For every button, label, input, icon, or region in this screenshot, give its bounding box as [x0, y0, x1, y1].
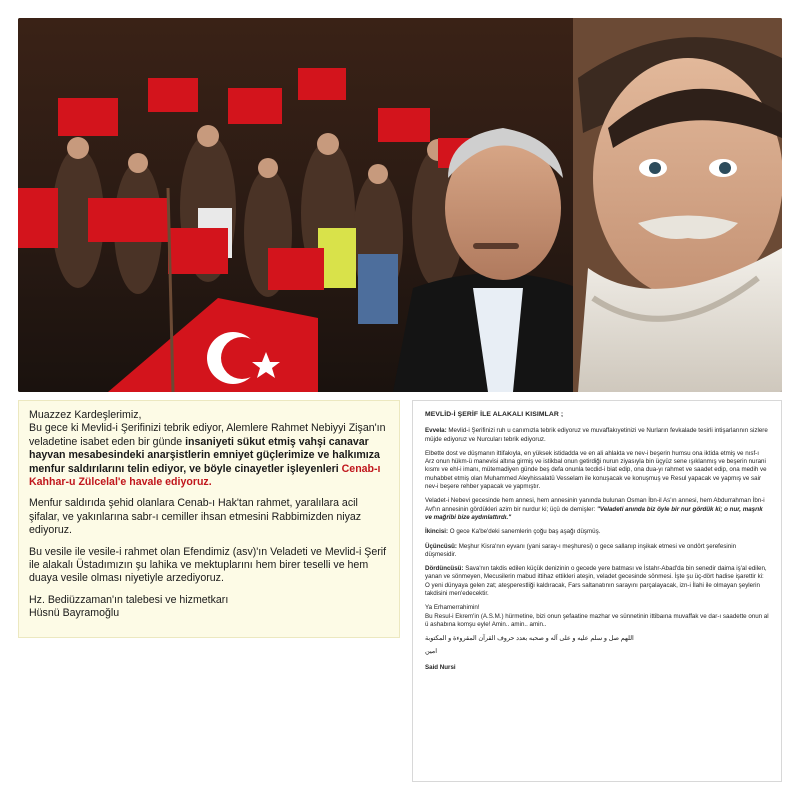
evvela-text: Mevlid-i Şerifinizi ruh u canımızla tebrik ediyoruz ve muvaffakıyetinizi ve Nurların fevkalade tesirli intişarlarının sizlere müjde ediyoruz ve Nurcuları tebrik ediyoruz.	[425, 427, 768, 443]
paragraph-ucuncu	[425, 543, 769, 560]
paragraph-1-red: Cenab-ı Kahhar-u Zülcelal'e havale ediyoruz.	[29, 462, 381, 489]
veladet-text: Veladet-i Nebevi gecesinde hem annesi, hem annesinin yanında bulunan Osman İbn-il As'ın annesi, hem Abdurrahman İbn-i Avf'ın annesinin gördükleri azim bir nurdur ki; üçü de demişler:	[425, 497, 765, 513]
left-message-panel	[18, 400, 400, 638]
signature-title: Hz. Bediüzzaman'ın talebesi ve hizmetkarı	[29, 593, 229, 606]
dua-line-2: Bu Resul-i Ekrem'in (A.S.M.) hürmetine, bizi onun şefaatine mazhar ve sünnetinin ittibaına muvaffak ve dar-ı saadette onun al ü ashabına komşu eyle! Amin.. amin.. amin..	[425, 612, 769, 628]
evvela-label: Evvela:	[425, 427, 447, 435]
dorduncu-text: Sava'nın takdis edilen küçük denizinin o gecede yere batması ve İstahr-Abad'da bin senedir daima iş'al edilen, yanan ve sönmeyen, Mecusilerin mabud ittihaz ettikleri ateşin, veladet gecesinde sönmesi. İşte şu üç-dört hadise işarettir ki: O yeni dünyaya gelen zat; ateşperestliği kaldıracak, Fars saltanatının sarayını parçalayacak, izn-i İlahi ile olmayan şeylerin takdisini men'edecektir.	[425, 565, 767, 598]
paragraph-dorduncu	[425, 565, 769, 598]
document-signature: Said Nursi	[425, 663, 456, 671]
paragraph-1-bold: insaniyeti sükut etmiş vahşi canavar hayvan mesabesindeki anarşistlerin emniyet güçlerimize ve halkımıza menfur saldırılarını telin ediyor, ve böyle cinayetler işleyenleri	[29, 435, 380, 475]
paragraph-1-text: Bu gece ki Mevlid-i Şerifinizi tebrik ediyor, Alemlere Rahmet Nebiyyi Zişan'ın veladetine isabet eden bir günde	[29, 422, 386, 448]
paragraph-evvela	[425, 427, 769, 444]
dua-line-1: Ya Erhamerrahimin!	[425, 604, 480, 612]
ikinci-label: İkincisi:	[425, 528, 449, 536]
arabic-amin: امين	[425, 647, 437, 655]
arabic-prayer: اللهم صل و سلم عليه و على آله و صحبه بعدد حروف القرآن المقروءة و المكتوبة	[425, 635, 634, 643]
paragraph-1	[29, 422, 389, 489]
ucuncu-text: Meşhur Kisra'nın eyvanı (yani saray-ı meşhuresi) o gece sallanıp inşikak etmesi ve ondört şerefesinin düşmesidir.	[425, 542, 737, 558]
greeting: Muazzez Kardeşlerimiz,	[29, 409, 142, 421]
signature-name: Hüsnü Bayramoğlu	[29, 607, 120, 620]
ikinci-text: O gece Ka'be'deki sanemlerin çoğu baş aşağı düşmüş.	[449, 528, 601, 536]
document-heading: MEVLİD-İ ŞERİF İLE ALAKALI KISIMLAR ;	[425, 411, 564, 418]
ucuncu-label: Üçüncüsü:	[425, 542, 457, 550]
header-photo	[18, 18, 782, 392]
crowd-with-flags-image	[18, 18, 782, 392]
right-document-panel	[412, 400, 782, 782]
paragraph-2: Menfur saldırıda şehid olanlara Cenab-ı Hak'tan rahmet, yaralılara acil şifalar, ve yakınlarına sabr-ı cemiller ihsan etmesini Rabbimizden niyaz ediyoruz.	[29, 497, 362, 537]
paragraph-veladet	[425, 497, 769, 522]
veladet-quote: "Veladeti anında biz öyle bir nur gördük ki; o nur, maşrık ve mağribi bize aydınlattırdı."	[425, 505, 763, 521]
paragraph-3: Bu vesile ile vesile-i rahmet olan Efendimiz (asv)'ın Veladeti ve Mevlid-i Şerif ile alakalı Üstadımızın şu lahika ve mektuplarını hem birer teselli ve hem duaya vesile olması niyetiyle arzediyoruz.	[29, 545, 387, 585]
paragraph-elbette: Elbette dost ve düşmanın ittifakıyla, en yüksek istidadda ve en ali ahlakta ve nev-i beşerin humsu ona iktida etmiş ve nısf-ı Arz onun hükm-ü manevisi altına girmiş ve istikbal onun getirdiği nurun ziyasıyla bin üçyüz sene ışıklanmış ve beşerin nurani kısmı ve ehl-i imanı, mütemadiyen günde beş defa onunla tecdid-i biat edip, ona dua-yı rahmet ve saadet edip, ona medih ve muhabbet etmiş olan Muhammed Aleyhissalatü Vesselam ile konuşacak ve konuşmuş ve Resul yapacak ve yapmış ve sair nev-i beşere rehber yapacak ve yapmıştır.	[425, 449, 767, 491]
dorduncu-label: Dördüncüsü:	[425, 565, 464, 573]
paragraph-ikinci	[425, 528, 769, 536]
